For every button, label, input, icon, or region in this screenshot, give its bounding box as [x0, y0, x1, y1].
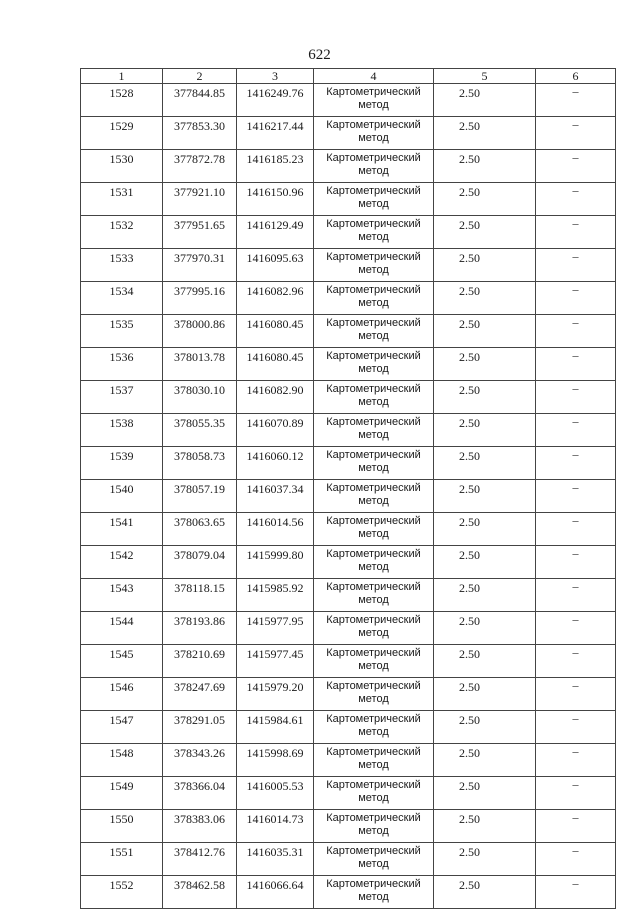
method-cell [314, 678, 434, 711]
method-line-2: метод [358, 660, 389, 672]
x-coordinate-cell: 377853.30 [163, 117, 237, 150]
table-row [81, 612, 616, 645]
method-cell [314, 711, 434, 744]
method-line-1: Картометрический [326, 779, 421, 791]
method-line-1: Картометрический [326, 647, 421, 659]
column-header-6: 6 [536, 69, 616, 84]
x-coordinate-cell: 378079.04 [163, 546, 237, 579]
accuracy-cell: 2.50 [434, 546, 536, 579]
accuracy-cell: 2.50 [434, 744, 536, 777]
x-coordinate-cell: 378247.69 [163, 678, 237, 711]
method-line-1: Картометрический [326, 746, 421, 758]
method-line-2: метод [358, 759, 389, 771]
y-coordinate-cell: 1415977.95 [237, 612, 314, 645]
table-row [81, 348, 616, 381]
method-cell [314, 117, 434, 150]
method-line-2: метод [358, 858, 389, 870]
y-coordinate-cell: 1416037.34 [237, 480, 314, 513]
accuracy-cell: 2.50 [434, 810, 536, 843]
accuracy-cell: 2.50 [434, 282, 536, 315]
point-number-cell: 1545 [81, 645, 163, 678]
x-coordinate-cell: 378412.76 [163, 843, 237, 876]
accuracy-cell: 2.50 [434, 480, 536, 513]
method-line-2: метод [358, 495, 389, 507]
method-line-1: Картометрический [326, 284, 421, 296]
note-cell: – [536, 216, 616, 249]
table-row [81, 645, 616, 678]
x-coordinate-cell: 377970.31 [163, 249, 237, 282]
method-cell [314, 447, 434, 480]
table-row [81, 84, 616, 117]
note-cell: – [536, 414, 616, 447]
method-line-1: Картометрический [326, 713, 421, 725]
y-coordinate-cell: 1416185.23 [237, 150, 314, 183]
method-line-2: метод [358, 528, 389, 540]
table-row [81, 447, 616, 480]
method-cell [314, 612, 434, 645]
point-number-cell: 1549 [81, 777, 163, 810]
x-coordinate-cell: 378063.65 [163, 513, 237, 546]
point-number-cell: 1542 [81, 546, 163, 579]
table-row [81, 249, 616, 282]
method-line-1: Картометрический [326, 845, 421, 857]
point-number-cell: 1539 [81, 447, 163, 480]
note-cell: – [536, 315, 616, 348]
column-header-4: 4 [314, 69, 434, 84]
accuracy-cell: 2.50 [434, 150, 536, 183]
accuracy-cell: 2.50 [434, 513, 536, 546]
note-cell: – [536, 678, 616, 711]
y-coordinate-cell: 1416060.12 [237, 447, 314, 480]
point-number-cell: 1536 [81, 348, 163, 381]
table-body [81, 84, 616, 909]
method-line-1: Картометрический [326, 185, 421, 197]
point-number-cell: 1531 [81, 183, 163, 216]
note-cell: – [536, 150, 616, 183]
method-line-1: Картометрический [326, 218, 421, 230]
x-coordinate-cell: 378210.69 [163, 645, 237, 678]
note-cell: – [536, 645, 616, 678]
note-cell: – [536, 843, 616, 876]
method-line-1: Картометрический [326, 614, 421, 626]
accuracy-cell: 2.50 [434, 579, 536, 612]
method-line-2: метод [358, 132, 389, 144]
method-line-2: метод [358, 627, 389, 639]
note-cell: – [536, 480, 616, 513]
y-coordinate-cell: 1416014.56 [237, 513, 314, 546]
method-cell [314, 645, 434, 678]
point-number-cell: 1528 [81, 84, 163, 117]
accuracy-cell: 2.50 [434, 414, 536, 447]
method-line-2: метод [358, 330, 389, 342]
x-coordinate-cell: 378000.86 [163, 315, 237, 348]
coordinates-table [80, 68, 616, 909]
accuracy-cell: 2.50 [434, 249, 536, 282]
method-line-1: Картометрический [326, 383, 421, 395]
x-coordinate-cell: 378058.73 [163, 447, 237, 480]
method-cell [314, 480, 434, 513]
method-line-1: Картометрический [326, 317, 421, 329]
y-coordinate-cell: 1416014.73 [237, 810, 314, 843]
y-coordinate-cell: 1416217.44 [237, 117, 314, 150]
table-row [81, 183, 616, 216]
method-cell [314, 810, 434, 843]
x-coordinate-cell: 377995.16 [163, 282, 237, 315]
y-coordinate-cell: 1415985.92 [237, 579, 314, 612]
note-cell: – [536, 711, 616, 744]
y-coordinate-cell: 1416070.89 [237, 414, 314, 447]
method-line-2: метод [358, 429, 389, 441]
point-number-cell: 1529 [81, 117, 163, 150]
point-number-cell: 1551 [81, 843, 163, 876]
method-line-2: метод [358, 363, 389, 375]
point-number-cell: 1541 [81, 513, 163, 546]
table-row [81, 546, 616, 579]
method-line-1: Картометрический [326, 581, 421, 593]
accuracy-cell: 2.50 [434, 645, 536, 678]
table-row [81, 480, 616, 513]
y-coordinate-cell: 1415977.45 [237, 645, 314, 678]
table-row [81, 513, 616, 546]
x-coordinate-cell: 377951.65 [163, 216, 237, 249]
method-line-2: метод [358, 462, 389, 474]
method-cell [314, 744, 434, 777]
method-line-1: Картометрический [326, 416, 421, 428]
method-cell [314, 183, 434, 216]
point-number-cell: 1548 [81, 744, 163, 777]
method-cell [314, 216, 434, 249]
accuracy-cell: 2.50 [434, 84, 536, 117]
note-cell: – [536, 117, 616, 150]
method-line-2: метод [358, 792, 389, 804]
note-cell: – [536, 810, 616, 843]
note-cell: – [536, 876, 616, 909]
note-cell: – [536, 447, 616, 480]
y-coordinate-cell: 1416066.64 [237, 876, 314, 909]
method-line-1: Картометрический [326, 548, 421, 560]
method-line-2: метод [358, 693, 389, 705]
y-coordinate-cell: 1416035.31 [237, 843, 314, 876]
accuracy-cell: 2.50 [434, 348, 536, 381]
method-cell [314, 84, 434, 117]
x-coordinate-cell: 377921.10 [163, 183, 237, 216]
point-number-cell: 1547 [81, 711, 163, 744]
accuracy-cell: 2.50 [434, 315, 536, 348]
x-coordinate-cell: 378193.86 [163, 612, 237, 645]
note-cell: – [536, 348, 616, 381]
point-number-cell: 1543 [81, 579, 163, 612]
table-row [81, 117, 616, 150]
note-cell: – [536, 612, 616, 645]
note-cell: – [536, 777, 616, 810]
method-line-1: Картометрический [326, 152, 421, 164]
table-row [81, 315, 616, 348]
method-cell [314, 150, 434, 183]
note-cell: – [536, 183, 616, 216]
y-coordinate-cell: 1416129.49 [237, 216, 314, 249]
method-line-2: метод [358, 825, 389, 837]
point-number-cell: 1533 [81, 249, 163, 282]
method-line-2: метод [358, 726, 389, 738]
method-line-2: метод [358, 297, 389, 309]
table-row [81, 282, 616, 315]
method-line-1: Картометрический [326, 86, 421, 98]
x-coordinate-cell: 377844.85 [163, 84, 237, 117]
method-line-2: метод [358, 396, 389, 408]
point-number-cell: 1552 [81, 876, 163, 909]
y-coordinate-cell: 1416005.53 [237, 777, 314, 810]
x-coordinate-cell: 377872.78 [163, 150, 237, 183]
method-line-2: метод [358, 165, 389, 177]
method-line-1: Картометрический [326, 680, 421, 692]
x-coordinate-cell: 378118.15 [163, 579, 237, 612]
method-line-1: Картометрический [326, 515, 421, 527]
y-coordinate-cell: 1416249.76 [237, 84, 314, 117]
point-number-cell: 1537 [81, 381, 163, 414]
accuracy-cell: 2.50 [434, 711, 536, 744]
method-line-2: метод [358, 891, 389, 903]
point-number-cell: 1532 [81, 216, 163, 249]
y-coordinate-cell: 1416150.96 [237, 183, 314, 216]
note-cell: – [536, 744, 616, 777]
method-line-1: Картометрический [326, 251, 421, 263]
table-row [81, 414, 616, 447]
note-cell: – [536, 282, 616, 315]
table-row [81, 579, 616, 612]
note-cell: – [536, 546, 616, 579]
accuracy-cell: 2.50 [434, 777, 536, 810]
x-coordinate-cell: 378462.58 [163, 876, 237, 909]
method-cell [314, 381, 434, 414]
y-coordinate-cell: 1416080.45 [237, 315, 314, 348]
point-number-cell: 1534 [81, 282, 163, 315]
method-line-1: Картометрический [326, 119, 421, 131]
table-row [81, 777, 616, 810]
method-cell [314, 579, 434, 612]
table-row [81, 843, 616, 876]
accuracy-cell: 2.50 [434, 216, 536, 249]
x-coordinate-cell: 378291.05 [163, 711, 237, 744]
point-number-cell: 1535 [81, 315, 163, 348]
method-line-2: метод [358, 561, 389, 573]
table-row [81, 150, 616, 183]
accuracy-cell: 2.50 [434, 117, 536, 150]
accuracy-cell: 2.50 [434, 876, 536, 909]
x-coordinate-cell: 378366.04 [163, 777, 237, 810]
method-cell [314, 249, 434, 282]
method-line-2: метод [358, 264, 389, 276]
method-line-2: метод [358, 594, 389, 606]
method-line-2: метод [358, 99, 389, 111]
x-coordinate-cell: 378013.78 [163, 348, 237, 381]
method-cell [314, 513, 434, 546]
method-line-2: метод [358, 198, 389, 210]
method-line-1: Картометрический [326, 482, 421, 494]
method-line-1: Картометрический [326, 812, 421, 824]
x-coordinate-cell: 378383.06 [163, 810, 237, 843]
accuracy-cell: 2.50 [434, 447, 536, 480]
column-header-1: 1 [81, 69, 163, 84]
table-row [81, 216, 616, 249]
table-row [81, 381, 616, 414]
y-coordinate-cell: 1415979.20 [237, 678, 314, 711]
y-coordinate-cell: 1416080.45 [237, 348, 314, 381]
method-cell [314, 315, 434, 348]
accuracy-cell: 2.50 [434, 843, 536, 876]
accuracy-cell: 2.50 [434, 183, 536, 216]
y-coordinate-cell: 1415998.69 [237, 744, 314, 777]
x-coordinate-cell: 378030.10 [163, 381, 237, 414]
point-number-cell: 1538 [81, 414, 163, 447]
x-coordinate-cell: 378343.26 [163, 744, 237, 777]
method-cell [314, 414, 434, 447]
method-line-1: Картометрический [326, 350, 421, 362]
point-number-cell: 1546 [81, 678, 163, 711]
method-cell [314, 546, 434, 579]
x-coordinate-cell: 378057.19 [163, 480, 237, 513]
note-cell: – [536, 513, 616, 546]
table-row [81, 810, 616, 843]
column-header-3: 3 [237, 69, 314, 84]
method-cell [314, 843, 434, 876]
y-coordinate-cell: 1416082.90 [237, 381, 314, 414]
column-header-5: 5 [434, 69, 536, 84]
y-coordinate-cell: 1415984.61 [237, 711, 314, 744]
column-header-2: 2 [163, 69, 237, 84]
y-coordinate-cell: 1416095.63 [237, 249, 314, 282]
table-row [81, 744, 616, 777]
accuracy-cell: 2.50 [434, 612, 536, 645]
point-number-cell: 1530 [81, 150, 163, 183]
y-coordinate-cell: 1415999.80 [237, 546, 314, 579]
point-number-cell: 1550 [81, 810, 163, 843]
page-number: 622 [308, 47, 331, 63]
method-line-1: Картометрический [326, 878, 421, 890]
point-number-cell: 1544 [81, 612, 163, 645]
accuracy-cell: 2.50 [434, 381, 536, 414]
method-line-1: Картометрический [326, 449, 421, 461]
method-cell [314, 777, 434, 810]
table-row [81, 711, 616, 744]
method-line-2: метод [358, 231, 389, 243]
note-cell: – [536, 381, 616, 414]
x-coordinate-cell: 378055.35 [163, 414, 237, 447]
y-coordinate-cell: 1416082.96 [237, 282, 314, 315]
table-header-row [81, 69, 616, 84]
note-cell: – [536, 579, 616, 612]
note-cell: – [536, 84, 616, 117]
method-cell [314, 282, 434, 315]
point-number-cell: 1540 [81, 480, 163, 513]
note-cell: – [536, 249, 616, 282]
table-row [81, 678, 616, 711]
accuracy-cell: 2.50 [434, 678, 536, 711]
method-cell [314, 348, 434, 381]
